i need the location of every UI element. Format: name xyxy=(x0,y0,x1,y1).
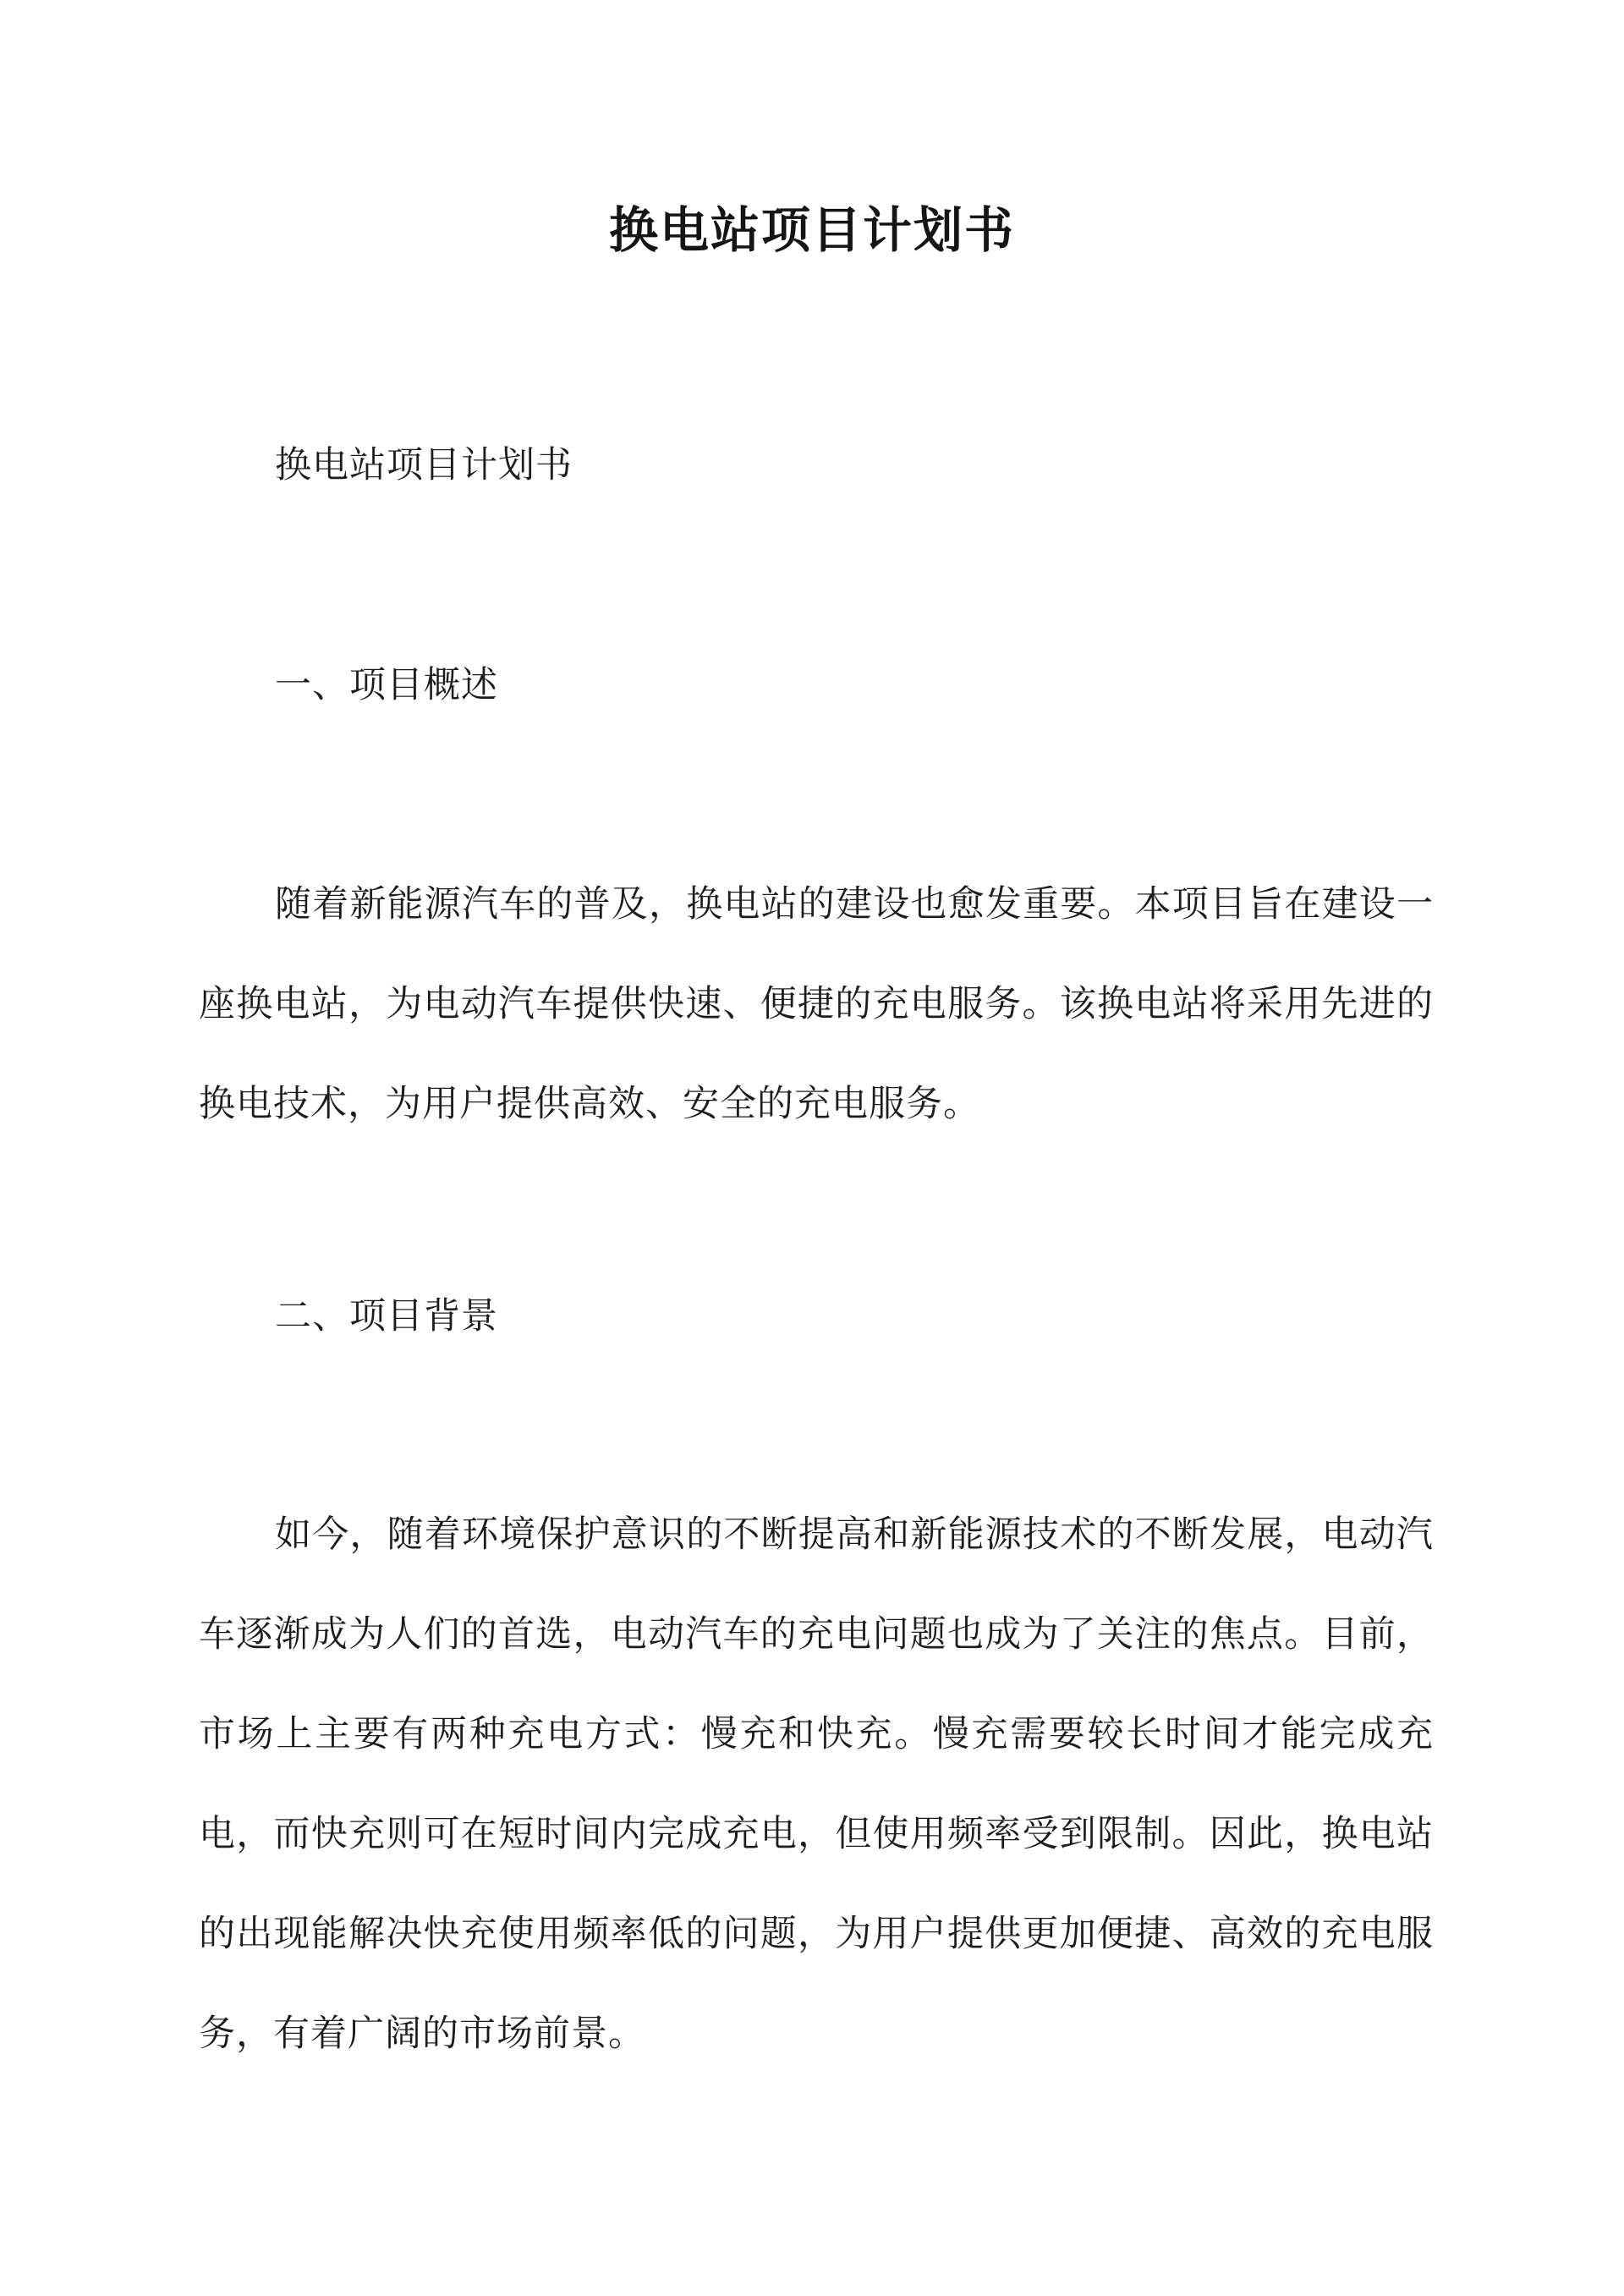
background-paragraph: 如今，随着环境保护意识的不断提高和新能源技术的不断发展，电动汽车逐渐成为人们的首选，电动汽车的充电问题也成为了关注的焦点。目前，市场上主要有两种充电方式：慢充和快充。慢充需要较长时间才能完成充电，而快充则可在短时间内完成充电，但使用频率受到限制。因此，换电站的出现能解决快充使用频率低的问题，为用户提供更加便捷、高效的充电服务，有着广阔的市场前景。 xyxy=(199,1513,1434,2055)
page-title: 换电站项目计划书 xyxy=(608,201,1015,259)
section-heading-overview: 一、项目概述 xyxy=(275,664,498,706)
section-heading-background: 二、项目背景 xyxy=(275,1295,498,1338)
overview-paragraph: 随着新能源汽车的普及，换电站的建设也愈发重要。本项目旨在建设一座换电站，为电动汽车提供快速、便捷的充电服务。该换电站将采用先进的换电技术，为用户提供高效、安全的充电服务。 xyxy=(199,883,1434,1125)
document-subtitle-paragraph: 换电站项目计划书 xyxy=(275,444,573,486)
